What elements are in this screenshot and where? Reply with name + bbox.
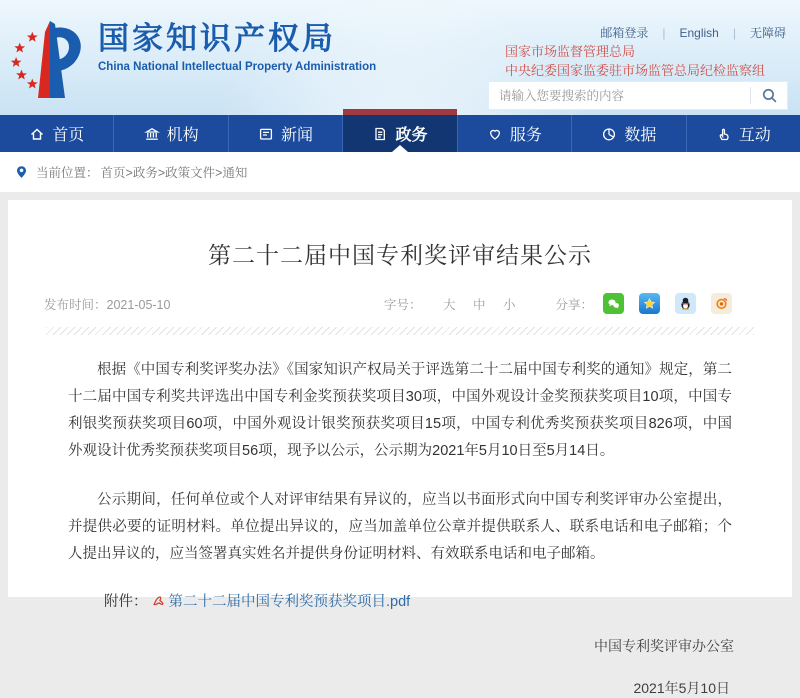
font-size-control <box>384 295 530 313</box>
font-size-large-button[interactable]: 大 <box>442 297 456 312</box>
attachment-link[interactable]: 第二十二届中国专利奖预获奖项目.pdf <box>168 594 411 610</box>
nav-label: 新闻 <box>281 127 314 144</box>
nav-item-interact[interactable] <box>687 115 800 152</box>
header-utility-links <box>600 24 786 41</box>
breadcrumb-path[interactable]: 首页>政务>政策文件>通知 <box>100 166 248 180</box>
share-label: 分享： <box>555 297 593 312</box>
news-icon <box>258 126 274 142</box>
paragraph: 公示期间，任何单位或个人对评审结果有异议的，应当以书面形式向中国专利奖评审办公室提出，并提供必要的证明材料。单位提出异议的，应当加盖单位公章并提供联系人、联系电话和电子邮箱；个人提出异议的，应当签署真实姓名并提供身份证明材料、有效联系电话和电子邮箱。 <box>68 492 732 562</box>
divider <box>733 26 736 40</box>
cnipa-emblem-icon <box>8 12 92 100</box>
mail-login-link[interactable]: 邮箱登录 <box>600 26 649 40</box>
location-pin-icon <box>14 164 29 180</box>
samr-link[interactable]: 国家市场监督管理总局 <box>505 44 636 59</box>
site-header <box>0 0 800 115</box>
interact-icon <box>716 126 732 142</box>
home-icon <box>29 126 45 142</box>
share-buttons <box>603 293 732 314</box>
pdf-file-icon <box>152 594 166 608</box>
weibo-share-icon[interactable] <box>711 293 732 314</box>
data-icon <box>601 126 617 142</box>
search-input[interactable] <box>489 89 750 103</box>
english-link[interactable]: English <box>679 25 719 40</box>
page-title: 第二十二届中国专利奖评审结果公示 <box>208 242 592 268</box>
signature-date: 2021年5月10日 <box>633 680 730 696</box>
breadcrumb <box>0 152 800 192</box>
font-size-medium-button[interactable]: 中 <box>472 297 486 312</box>
signature-office: 中国专利奖评审办公室 <box>594 638 734 654</box>
nav-item-service[interactable] <box>458 115 572 152</box>
article-body <box>8 357 792 568</box>
discipline-inspection-link[interactable]: 中央纪委国家监委驻市场监管总局纪检监察组 <box>505 63 766 78</box>
attachment-label: 附件： <box>104 594 148 610</box>
paragraph: 根据《中国专利奖评奖办法》《国家知识产权局关于评选第二十二届中国专利奖的通知》规定，第二十二届中国专利奖共评选出中国专利金奖预获奖项目30项，中国外观设计金奖预获奖项目10项，中国专利银奖预获奖项目60项，中国外观设计银奖预获奖项目15项，中国专利优秀奖预获奖项目826项，中国外观设计优秀奖预获奖项目56项，现予以公示，公示期为2021年5月10日至5月14日。 <box>68 362 732 459</box>
wechat-share-icon[interactable] <box>603 293 624 314</box>
article-meta <box>8 293 792 314</box>
font-size-small-button[interactable]: 小 <box>502 297 516 312</box>
search-icon <box>761 87 778 104</box>
font-size-label: 字号： <box>383 297 422 312</box>
site-name: 国家知识产权局 <box>98 21 336 56</box>
nav-label: 服务 <box>509 127 542 144</box>
publish-time-label: 发布时间： <box>44 297 107 312</box>
publish-date: 2021-05-10 <box>106 297 171 312</box>
site-search <box>488 81 788 110</box>
article-card <box>8 200 792 696</box>
site-name-english: China National Intellectual Property Administration <box>98 61 377 73</box>
breadcrumb-label: 当前位置： <box>36 166 99 180</box>
qzone-share-icon[interactable] <box>639 293 660 314</box>
related-org-links <box>505 42 765 80</box>
divider <box>46 327 754 335</box>
institution-icon <box>144 126 160 142</box>
nav-label: 互动 <box>738 127 771 144</box>
attachment-row <box>8 590 792 611</box>
qq-share-icon[interactable] <box>675 293 696 314</box>
main-navigation <box>0 115 800 152</box>
divider <box>662 26 665 40</box>
accessibility-link[interactable]: 无障碍 <box>749 26 786 40</box>
nav-label: 机构 <box>166 127 199 144</box>
service-icon <box>487 126 503 142</box>
nav-label: 数据 <box>624 127 657 144</box>
gov-affairs-icon <box>372 126 388 142</box>
nav-item-home[interactable] <box>0 115 114 152</box>
site-logo <box>8 12 376 100</box>
search-button[interactable] <box>751 82 787 109</box>
nav-item-news[interactable] <box>229 115 343 152</box>
nav-item-gov-affairs[interactable] <box>343 115 457 152</box>
nav-item-data[interactable] <box>572 115 686 152</box>
publish-time <box>44 295 170 313</box>
nav-item-institution[interactable] <box>114 115 228 152</box>
nav-label: 首页 <box>52 127 85 144</box>
nav-label: 政务 <box>395 127 428 144</box>
